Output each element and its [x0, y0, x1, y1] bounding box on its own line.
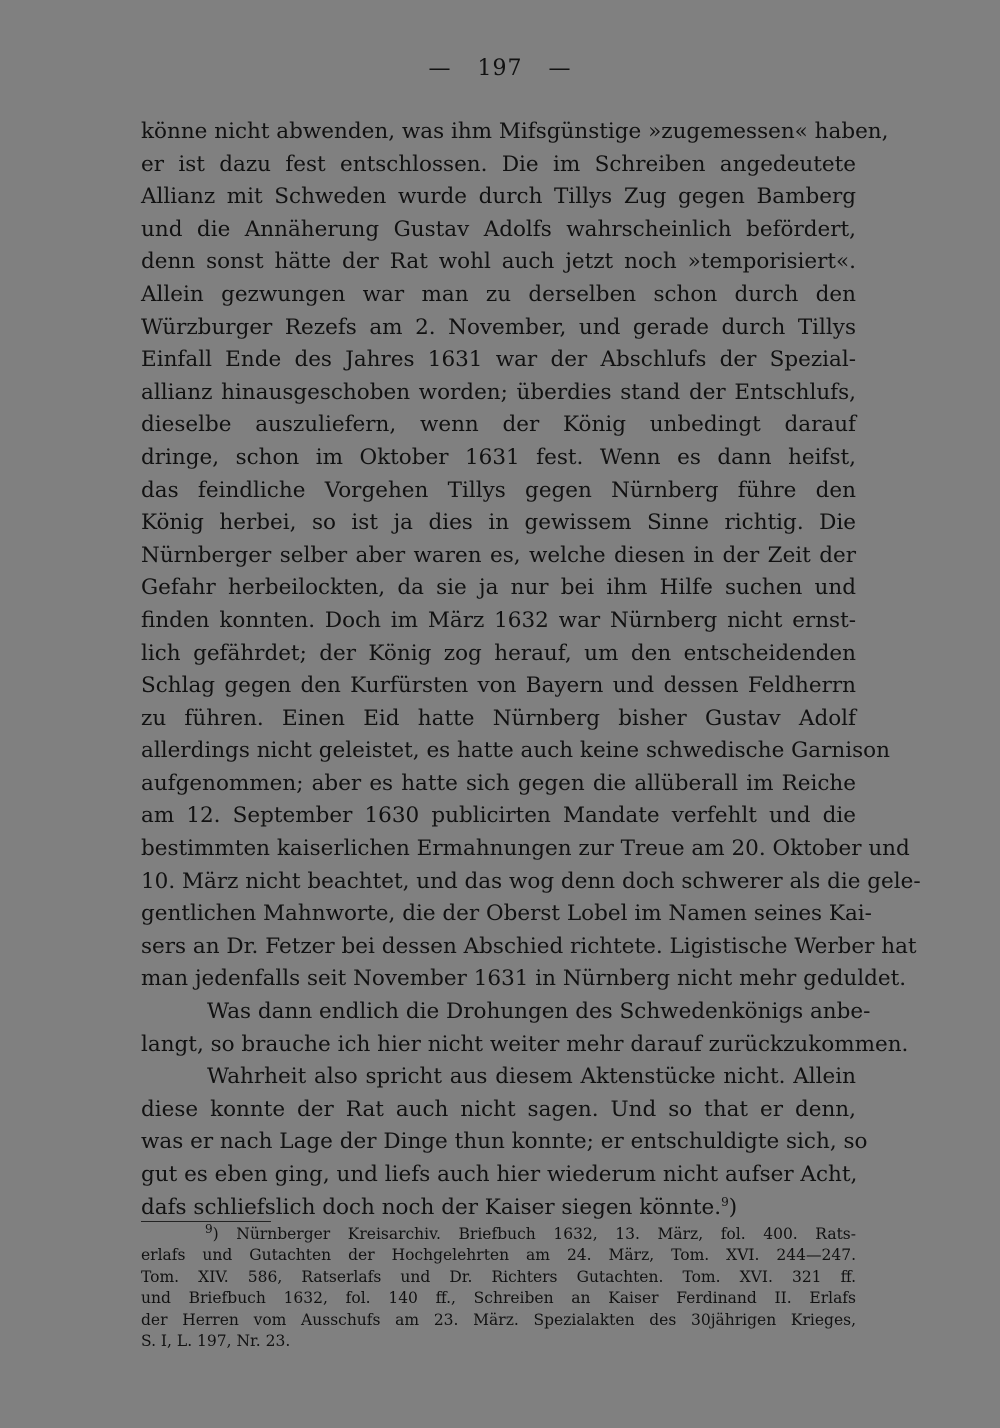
text-line: Allein gezwungen war man zu derselben schon durch den: [141, 281, 856, 307]
text-line: dafs schliefslich doch noch der Kaiser siegen könnte.: [141, 1194, 722, 1220]
text-line: langt, so brauche ich hier nicht weiter mehr darauf zurückzukommen.: [141, 1031, 909, 1057]
footnote-text: ) Nürnberger Kreisarchiv. Briefbuch 1632, 13. März, fol. 400. Rats-: [212, 1225, 856, 1243]
text-line: Schlag gegen den Kurfürsten von Bayern und dessen Feldherrn: [141, 673, 856, 699]
footnote-line: S. I, L. 197, Nr. 23.: [141, 1331, 291, 1350]
text-line: gut es eben ging, und liefs auch hier wiederum nicht aufser Acht,: [141, 1162, 858, 1187]
page-number: 197: [477, 56, 523, 81]
text-line: Allianz mit Schweden wurde durch Tillys Zug gegen Bamberg: [141, 184, 856, 210]
header-dash-right: —: [548, 56, 572, 81]
text-line: diese konnte der Rat auch nicht sagen. Und so that er denn,: [141, 1096, 856, 1122]
header-dash-left: —: [428, 56, 452, 81]
footnote-line: [141, 1221, 856, 1245]
text-line: gentlichen Mahnworte, die der Oberst Lobel im Namen seines Kai-: [141, 901, 872, 927]
body-text: [141, 116, 921, 1224]
text-line: Einfall Ende des Jahres 1631 war der Abschlufs der Spezial-: [141, 347, 856, 373]
footnote-reference: 9: [721, 1194, 729, 1209]
text-line: Nürnberger selber aber waren es, welche diesen in der Zeit der: [141, 542, 856, 568]
text-line: dieselbe auszuliefern, wenn der König unbedingt darauf: [141, 412, 856, 438]
text-line: das feindliche Vorgehen Tillys gegen Nürnberg führe den: [141, 477, 856, 503]
text-line: 10. März nicht beachtet, und das wog denn doch schwerer als die gele-: [141, 868, 921, 894]
text-line: und die Annäherung Gustav Adolfs wahrscheinlich befördert,: [141, 216, 856, 242]
footnote-line: und Briefbuch 1632, fol. 140 ff., Schreiben an Kaiser Ferdinand II. Erlafs: [141, 1289, 856, 1308]
text-line: finden konnten. Doch im März 1632 war Nürnberg nicht ernst-: [141, 607, 856, 633]
text-line: Gefahr herbeilockten, da sie ja nur bei ihm Hilfe suchen und: [141, 575, 856, 601]
footnote-marker: 9: [205, 1221, 213, 1236]
footnote-line: erlafs und Gutachten der Hochgelehrten am 24. März, Tom. XVI. 244—247.: [141, 1246, 856, 1265]
text-line: sers an Dr. Fetzer bei dessen Abschied richtete. Ligistische Werber hat: [141, 933, 917, 959]
text-line: dringe, schon im Oktober 1631 fest. Wenn es dann heifst,: [141, 444, 856, 470]
footnote-line: der Herren vom Ausschufs am 23. März. Spezialakten des 30jährigen Krieges,: [141, 1310, 856, 1329]
text-line-with-footnote-ref: [141, 1192, 856, 1225]
text-line: denn sonst hätte der Rat wohl auch jetzt noch »temporisiert«.: [141, 249, 856, 275]
text-line: lich gefährdet; der König zog herauf, um den entscheidenden: [141, 640, 856, 666]
text-line: Was dann endlich die Drohungen des Schwedenkönigs anbe-: [207, 999, 871, 1025]
footnote-line: Tom. XIV. 586, Ratserlafs und Dr. Richters Gutachten. Tom. XVI. 321 ff.: [141, 1267, 856, 1286]
text-line: könne nicht abwenden, was ihm Mifsgünstige »zugemessen« haben,: [141, 119, 889, 144]
text-line: Würzburger Rezefs am 2. November, und gerade durch Tillys: [141, 314, 856, 340]
page-header: [0, 56, 1000, 81]
footnote-reference-close: ): [728, 1194, 738, 1220]
text-line: was er nach Lage der Dinge thun konnte; er entschuldigte sich, so: [141, 1129, 868, 1155]
text-line: am 12. September 1630 publicirten Mandate verfehlt und die: [141, 803, 856, 829]
text-line: aufgenommen; aber es hatte sich gegen die allüberall im Reiche: [141, 770, 856, 796]
text-line: König herbei, so ist ja dies in gewissem Sinne richtig. Die: [141, 510, 856, 536]
text-line: allianz hinausgeschoben worden; überdies stand der Entschlufs,: [141, 379, 856, 405]
footnotes: [141, 1221, 856, 1352]
text-line: allerdings nicht geleistet, es hatte auch keine schwedische Garnison: [141, 738, 890, 764]
text-line: zu führen. Einen Eid hatte Nürnberg bisher Gustav Adolf: [141, 705, 856, 731]
text-line: man jedenfalls seit November 1631 in Nürnberg nicht mehr geduldet.: [141, 966, 907, 992]
text-line: er ist dazu fest entschlossen. Die im Schreiben angedeutete: [141, 151, 856, 177]
text-line: bestimmten kaiserlichen Ermahnungen zur Treue am 20. Oktober und: [141, 836, 910, 862]
text-line: Wahrheit also spricht aus diesem Aktenstücke nicht. Allein: [207, 1064, 856, 1090]
